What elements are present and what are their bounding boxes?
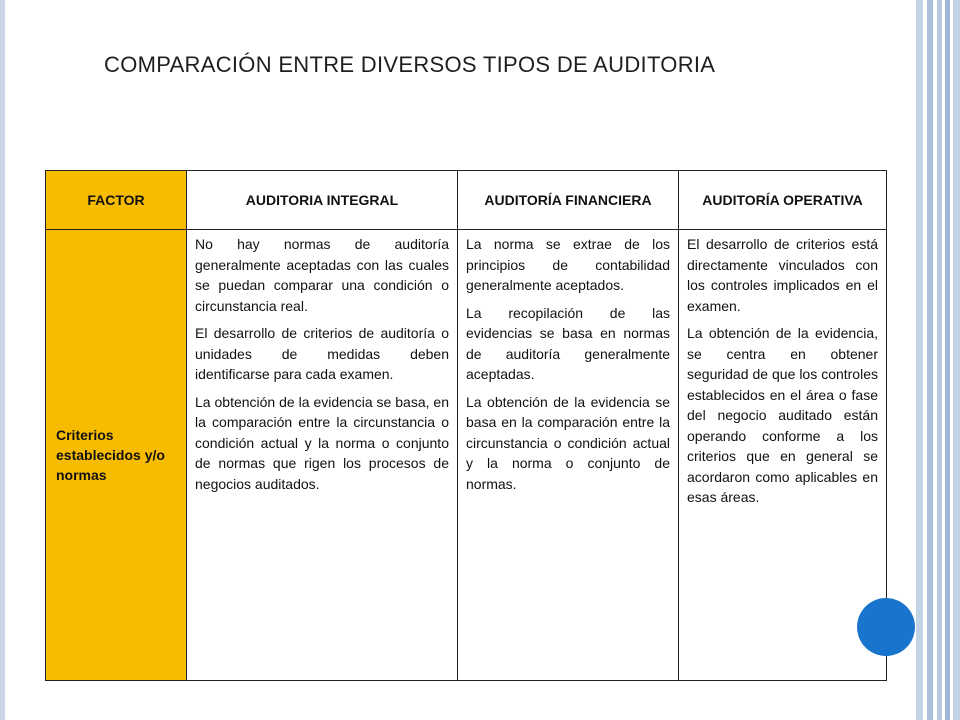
- integral-paragraph: No hay normas de auditoría generalmente aceptadas con las cuales se puedan comparar una condición o circunstancia real.: [195, 236, 449, 314]
- integral-paragraph: El desarrollo de criterios de auditoría o unidades de medidas deben identificarse para cada examen.: [195, 325, 449, 382]
- factor-cell: Criterios establecidos y/o normas: [46, 230, 187, 681]
- comparison-table: [45, 170, 887, 681]
- decorative-circle: [857, 598, 915, 656]
- operativa-paragraph: El desarrollo de criterios está directamente vinculados con los controles implicados en el examen.: [687, 236, 878, 314]
- table-row: [46, 230, 887, 681]
- header-auditoria-operativa: AUDITORÍA OPERATIVA: [679, 171, 887, 230]
- header-factor: FACTOR: [46, 171, 187, 230]
- operativa-cell: [679, 230, 887, 681]
- financiera-paragraph: La recopilación de las evidencias se basa en normas de auditoría generalmente aceptadas.: [466, 304, 670, 382]
- operativa-paragraph: La obtención de la evidencia, se centra en obtener seguridad de que los controles establecidos en el área o fase del negocio auditado están operando conforme a los criterios que en general se acordaron como aplicables en esas áreas.: [687, 325, 878, 505]
- decorative-side-stripes: [916, 0, 960, 720]
- integral-cell: [187, 230, 458, 681]
- header-auditoria-integral: AUDITORIA INTEGRAL: [187, 171, 458, 230]
- integral-paragraph: La obtención de la evidencia se basa, en la comparación entre la circunstancia o condición actual y la norma o conjunto de normas que rigen los procesos de negocios auditados.: [195, 393, 449, 492]
- financiera-paragraph: La norma se extrae de los principios de contabilidad generalmente aceptados.: [466, 236, 670, 293]
- header-auditoria-financiera: AUDITORÍA FINANCIERA: [458, 171, 679, 230]
- slide-title: COMPARACIÓN ENTRE DIVERSOS TIPOS DE AUDITORIA: [104, 52, 716, 77]
- financiera-paragraph: La obtención de la evidencia se basa en la comparación entre la circunstancia o condición actual y la norma o conjunto de normas.: [466, 393, 670, 492]
- financiera-cell: [458, 230, 679, 681]
- table-header-row: [46, 171, 887, 230]
- slide-left-border: [0, 0, 5, 720]
